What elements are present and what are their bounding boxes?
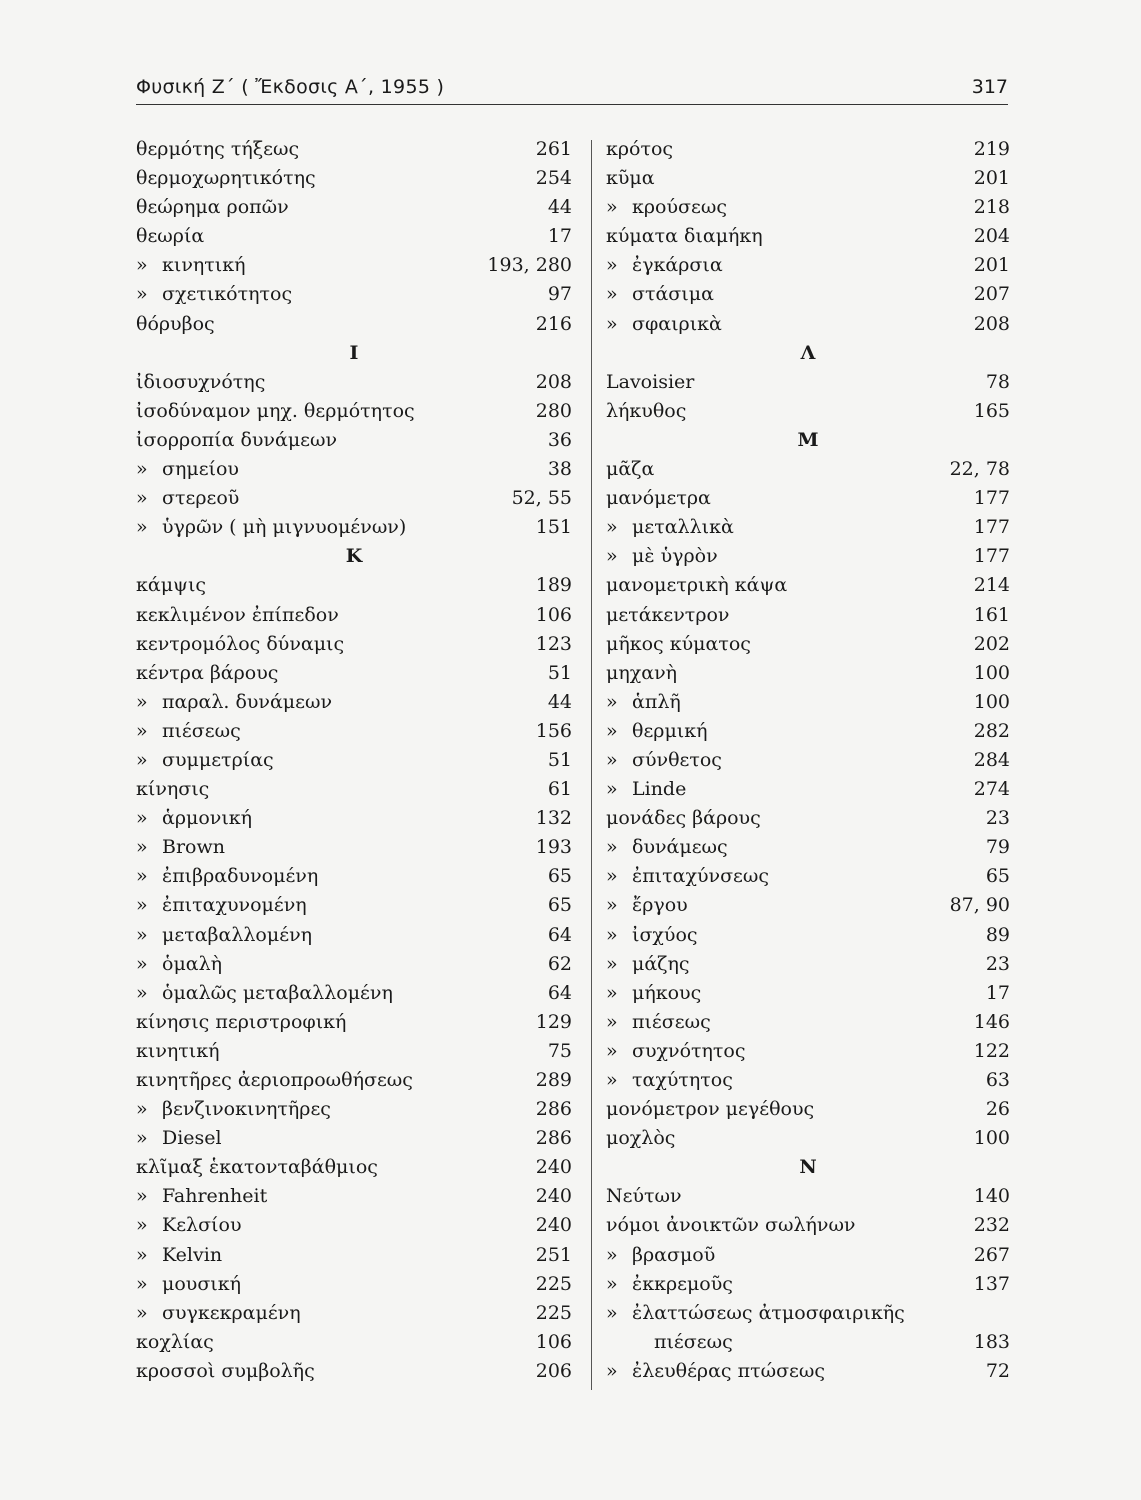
index-subentry [606,717,1010,746]
entry-page-ref: 100 [973,661,1010,684]
index-entry [606,164,1010,193]
index-entry [136,368,572,397]
entry-page-ref: 284 [973,748,1010,771]
index-subentry [606,979,1010,1008]
entry-term: μάζης [632,952,690,975]
ditto-mark: » [606,1272,618,1295]
ditto-mark: » [136,1272,148,1295]
entry-term: σχετικότητος [162,283,293,306]
index-entry [136,775,572,804]
entry-page-ref: 72 [985,1359,1010,1382]
entry-term: κεντρομόλος δύναμις [136,632,345,655]
index-subentry [606,1270,1010,1299]
index-subentry [606,1328,1010,1357]
index-subentry [136,455,572,484]
entry-page-ref: 161 [973,603,1010,626]
entry-term: κύματα διαμήκη [606,225,763,248]
entry-term: Kelvin [162,1243,223,1266]
index-subentry [136,484,572,513]
index-subentry [606,251,1010,280]
entry-page-ref: 23 [985,952,1010,975]
entry-page-ref: 218 [973,196,1010,219]
index-subentry [606,1357,1010,1386]
index-entry [136,1037,572,1066]
entry-term: κροσσοὶ συμβολῆς [136,1359,315,1382]
index-subentry [606,1037,1010,1066]
entry-page-ref: 193 [535,836,572,859]
entry-page-ref: 193, 280 [487,254,572,277]
ditto-mark: » [606,516,618,539]
entry-term: Diesel [162,1127,222,1150]
running-header [136,76,1008,105]
entry-page-ref: 208 [973,312,1010,335]
ditto-mark: » [136,516,148,539]
entry-page-ref: 17 [547,225,572,248]
entry-page-ref: 23 [985,807,1010,830]
index-subentry [136,921,572,950]
index-entry [606,1124,1010,1153]
entry-term: κινητική [136,1039,220,1062]
ditto-mark: » [136,807,148,830]
index-entry [606,1182,1010,1211]
entry-page-ref: 97 [547,283,572,306]
book-title: Φυσική Ζ΄ ( Ἔκδοσις Α΄, 1955 ) [136,76,445,98]
entry-page-ref: 206 [535,1359,572,1382]
entry-page-ref: 202 [973,632,1010,655]
entry-term: κοχλίας [136,1330,214,1353]
entry-page-ref: 201 [973,254,1010,277]
entry-page-ref: 165 [973,399,1010,422]
ditto-mark: » [136,981,148,1004]
index-subentry [136,891,572,920]
ditto-mark: » [606,545,618,568]
entry-term: λήκυθος [606,399,687,422]
ditto-mark: » [136,836,148,859]
entry-term: ἐπιβραδυνομένη [162,865,319,888]
ditto-mark: » [606,690,618,713]
entry-page-ref: 61 [547,778,572,801]
index-subentry [606,921,1010,950]
entry-term: στερεοῦ [162,487,240,510]
ditto-mark: » [136,690,148,713]
ditto-mark: » [136,254,148,277]
entry-term: θερμότης τήξεως [136,138,300,160]
entry-page-ref: 78 [985,370,1010,393]
ditto-mark: » [606,778,618,801]
index-entry [606,659,1010,688]
entry-term: μουσική [162,1272,242,1295]
index-subentry [136,251,572,280]
ditto-mark: » [136,952,148,975]
index-entry [606,368,1010,397]
entry-term: ἰσορροπία δυνάμεων [136,428,338,451]
entry-page-ref: 289 [535,1069,572,1091]
entry-term: ἐγκάρσια [632,254,723,277]
index-subentry [606,891,1010,920]
index-subentry [606,833,1010,862]
entry-page-ref: 51 [547,748,572,771]
entry-page-ref: 100 [973,1127,1010,1150]
entry-page-ref: 140 [973,1185,1010,1208]
index-subentry [606,280,1010,309]
column-divider [591,140,592,1390]
ditto-mark: » [606,836,618,859]
index-entry [606,1095,1010,1124]
ditto-mark: » [606,923,618,946]
index-entry [136,164,572,193]
entry-page-ref: 208 [535,370,572,393]
entry-page-ref: 286 [535,1127,572,1150]
index-subentry [136,804,572,833]
entry-term: ὁμαλὴ [162,952,223,975]
index-subentry [136,1124,572,1153]
index-subentry [136,717,572,746]
entry-term: συμμετρίας [162,748,274,771]
entry-page-ref: 151 [535,516,572,539]
index-entry [136,1008,572,1037]
entry-term: βρασμοῦ [632,1243,716,1266]
entry-page-ref: 17 [985,981,1010,1004]
entry-term: σφαιρικὰ [632,312,722,335]
entry-term: ἐκκρεμοῦς [632,1272,733,1295]
entry-term: Lavoisier [606,370,695,393]
entry-page-ref: 225 [535,1301,572,1324]
entry-term: μήκους [632,981,702,1004]
index-entry [606,484,1010,513]
index-subentry [606,193,1010,222]
index-entry [606,455,1010,484]
ditto-mark: » [606,1010,618,1033]
index-entry [136,659,572,688]
entry-term: κέντρα βάρους [136,661,279,684]
entry-page-ref: 64 [547,981,572,1004]
entry-term: μονάδες βάρους [606,807,761,830]
entry-page-ref: 177 [973,545,1010,568]
entry-page-ref: 204 [973,225,1010,248]
ditto-mark: » [136,748,148,771]
entry-page-ref: 26 [985,1098,1010,1121]
ditto-mark: » [606,894,618,917]
entry-page-ref: 282 [973,719,1010,742]
index-subentry [606,862,1010,891]
entry-term: παραλ. δυνάμεων [162,690,333,713]
entry-term: ἐλευθέρας πτώσεως [632,1359,826,1382]
index-subentry [606,746,1010,775]
entry-term: μεταλλικὰ [632,516,734,539]
index-entry [606,222,1010,251]
entry-term: μανόμετρα [606,487,711,510]
ditto-mark: » [136,1127,148,1150]
entry-term: συγκεκραμένη [162,1301,301,1324]
index-subentry [606,1008,1010,1037]
index-subentry [606,1066,1010,1095]
entry-term: ὁμαλῶς μεταβαλλομένη [162,981,393,1004]
ditto-mark: » [606,952,618,975]
entry-page-ref: 132 [535,807,572,830]
ditto-mark: » [136,1098,148,1121]
entry-page-ref: 232 [973,1214,1010,1237]
entry-term: μονόμετρον μεγέθους [606,1098,815,1121]
entry-page-ref: 106 [535,603,572,626]
entry-page-ref: 201 [973,167,1010,190]
index-entry [136,601,572,630]
ditto-mark: » [136,1301,148,1324]
entry-term: κινητῆρες ἀεριοπροωθήσεως [136,1069,413,1091]
entry-page-ref: 79 [985,836,1010,859]
page-number: 317 [971,76,1008,98]
entry-page-ref: 286 [535,1098,572,1121]
entry-page-ref: 87, 90 [949,894,1010,917]
index-entry [606,630,1010,659]
entry-term: ἐπιταχύνσεως [632,865,770,888]
entry-term: κῦμα [606,167,655,190]
entry-term: μεταβαλλομένη [162,923,312,946]
ditto-mark: » [606,981,618,1004]
entry-term: Fahrenheit [162,1185,268,1208]
ditto-mark: » [136,865,148,888]
entry-page-ref: 146 [973,1010,1010,1033]
index-subentry [136,950,572,979]
entry-term: μὲ ὑγρὸν [632,545,718,568]
section-letter-heading: Κ [345,545,363,568]
entry-term: βενζινοκινητῆρες [162,1098,331,1121]
ditto-mark: » [136,894,148,917]
entry-page-ref: 65 [985,865,1010,888]
ditto-mark: » [136,283,148,306]
index-subentry [606,1241,1010,1270]
entry-term: Νεύτων [606,1185,682,1208]
entry-term: θεώρημα ροπῶν [136,196,289,219]
entry-page-ref: 51 [547,661,572,684]
entry-page-ref: 75 [547,1039,572,1062]
entry-page-ref: 254 [535,167,572,190]
entry-term: μετάκεντρον [606,603,730,626]
ditto-mark: » [606,719,618,742]
entry-page-ref: 267 [973,1243,1010,1266]
index-subentry [606,775,1010,804]
entry-term: κεκλιμένον ἐπίπεδον [136,603,339,626]
ditto-mark: » [606,865,618,888]
index-entry [606,1211,1010,1240]
index-entry [136,1066,572,1095]
entry-page-ref: 156 [535,719,572,742]
entry-term: ἰδιοσυχνότης [136,370,266,393]
index-entry [136,397,572,426]
entry-page-ref: 63 [985,1069,1010,1091]
index-subentry [606,310,1010,339]
entry-term: σημείου [162,458,239,481]
entry-page-ref: 44 [547,196,572,219]
entry-term: κρούσεως [632,196,727,219]
entry-page-ref: 280 [535,399,572,422]
ditto-mark: » [136,458,148,481]
entry-term: Brown [162,836,225,859]
ditto-mark: » [136,487,148,510]
section-letter-heading: Λ [800,341,816,364]
entry-page-ref: 225 [535,1272,572,1295]
entry-page-ref: 240 [535,1214,572,1237]
ditto-mark: » [606,1243,618,1266]
index-entry [136,571,572,600]
entry-term: ἐπιταχυνομένη [162,894,307,917]
index-subentry [606,513,1010,542]
entry-term: θόρυβος [136,312,215,335]
index-entry [606,397,1010,426]
entry-term: Κελσίου [162,1214,242,1237]
index-subentry [136,1299,572,1328]
index-entry [606,571,1010,600]
ditto-mark: » [606,748,618,771]
entry-term: θερμοχωρητικότης [136,167,316,190]
index-subentry [136,1095,572,1124]
entry-term: μανομετρικὴ κάψα [606,574,788,597]
entry-term: ἔργου [632,894,688,917]
entry-page-ref: 22, 78 [949,458,1010,481]
ditto-mark: » [606,312,618,335]
entry-term: μοχλὸς [606,1127,676,1150]
ditto-mark: » [136,719,148,742]
entry-page-ref: 216 [535,312,572,335]
entry-page-ref: 100 [973,690,1010,713]
entry-term: στάσιμα [632,283,714,306]
ditto-mark: » [606,254,618,277]
ditto-mark: » [136,1243,148,1266]
index-subentry [136,1211,572,1240]
entry-page-ref: 65 [547,865,572,888]
ditto-mark: » [136,1214,148,1237]
index-entry [136,135,572,164]
index-entry [136,222,572,251]
entry-page-ref: 137 [973,1272,1010,1295]
entry-term: ἁρμονική [162,807,253,830]
entry-page-ref: 177 [973,487,1010,510]
entry-term: πιέσεως [654,1330,733,1353]
entry-page-ref: 38 [547,458,572,481]
entry-page-ref: 129 [535,1010,572,1033]
entry-term: κλῖμαξ ἑκατονταβάθμιος [136,1156,378,1179]
index-subentry [606,1299,1010,1328]
entry-term: μῆκος κύματος [606,632,751,655]
index-subentry [136,688,572,717]
ditto-mark: » [136,923,148,946]
index-subentry [136,1270,572,1299]
entry-page-ref: 65 [547,894,572,917]
entry-page-ref: 123 [535,632,572,655]
index-subentry [606,950,1010,979]
index-subentry [606,542,1010,571]
entry-term: νόμοι ἀνοικτῶν σωλήνων [606,1214,856,1237]
index-entry [136,1328,572,1357]
index-subentry [136,513,572,542]
entry-term: κίνησις [136,778,210,801]
entry-page-ref: 207 [973,283,1010,306]
entry-term: θεωρία [136,225,205,248]
entry-term: συχνότητος [632,1039,746,1062]
ditto-mark: » [606,283,618,306]
entry-page-ref: 177 [973,516,1010,539]
entry-term: ἐλαττώσεως ἀτμοσφαιρικῆς [632,1301,905,1324]
entry-page-ref: 240 [535,1156,572,1179]
entry-page-ref: 183 [973,1330,1010,1353]
index-subentry [606,688,1010,717]
entry-page-ref: 89 [985,923,1010,946]
entry-page-ref: 122 [973,1039,1010,1062]
entry-page-ref: 106 [535,1330,572,1353]
section-letter-heading: Ν [799,1156,817,1179]
entry-term: κρότος [606,138,674,160]
entry-term: πιέσεως [162,719,241,742]
entry-page-ref: 64 [547,923,572,946]
index-column-right [606,135,1010,1386]
entry-term: κινητική [162,254,246,277]
index-entry [136,193,572,222]
ditto-mark: » [606,1039,618,1062]
entry-page-ref: 36 [547,428,572,451]
entry-term: μᾶζα [606,458,655,481]
index-subentry [136,862,572,891]
index-entry [136,426,572,455]
index-entry [606,601,1010,630]
entry-page-ref: 274 [973,778,1010,801]
section-letter-heading: Μ [797,428,819,451]
index-entry [136,630,572,659]
entry-page-ref: 251 [535,1243,572,1266]
index-subentry [136,1241,572,1270]
index-subentry [136,979,572,1008]
entry-term: ἁπλῆ [632,690,681,713]
entry-page-ref: 219 [973,138,1010,160]
entry-page-ref: 214 [973,574,1010,597]
entry-term: ὑγρῶν ( μὴ μιγνυομένων) [162,516,407,539]
entry-term: Linde [632,778,687,801]
entry-page-ref: 240 [535,1185,572,1208]
index-entry [606,135,1010,164]
index-subentry [136,746,572,775]
ditto-mark: » [606,1301,618,1324]
entry-term: πιέσεως [632,1010,711,1033]
entry-term: κίνησις περιστροφική [136,1010,347,1033]
index-subentry [136,833,572,862]
section-letter-heading: Ι [349,341,359,364]
entry-page-ref: 62 [547,952,572,975]
ditto-mark: » [606,196,618,219]
ditto-mark: » [136,1185,148,1208]
entry-term: ἰσχύος [632,923,698,946]
entry-term: σύνθετος [632,748,722,771]
entry-page-ref: 44 [547,690,572,713]
index-entry [136,310,572,339]
index-entry [136,1357,572,1386]
entry-term: ταχύτητος [632,1069,733,1091]
entry-term: δυνάμεως [632,836,728,859]
entry-term: κάμψις [136,574,207,597]
ditto-mark: » [606,1359,618,1382]
index-entry [606,804,1010,833]
entry-page-ref: 189 [535,574,572,597]
entry-term: θερμική [632,719,708,742]
index-subentry [136,1182,572,1211]
entry-term: μηχανὴ [606,661,678,684]
index-column-left [136,135,572,1386]
entry-page-ref: 261 [535,138,572,160]
entry-page-ref: 52, 55 [511,487,572,510]
ditto-mark: » [606,1069,618,1091]
index-entry [136,1153,572,1182]
entry-term: ἰσοδύναμον μηχ. θερμότητος [136,399,415,422]
index-subentry [136,280,572,309]
